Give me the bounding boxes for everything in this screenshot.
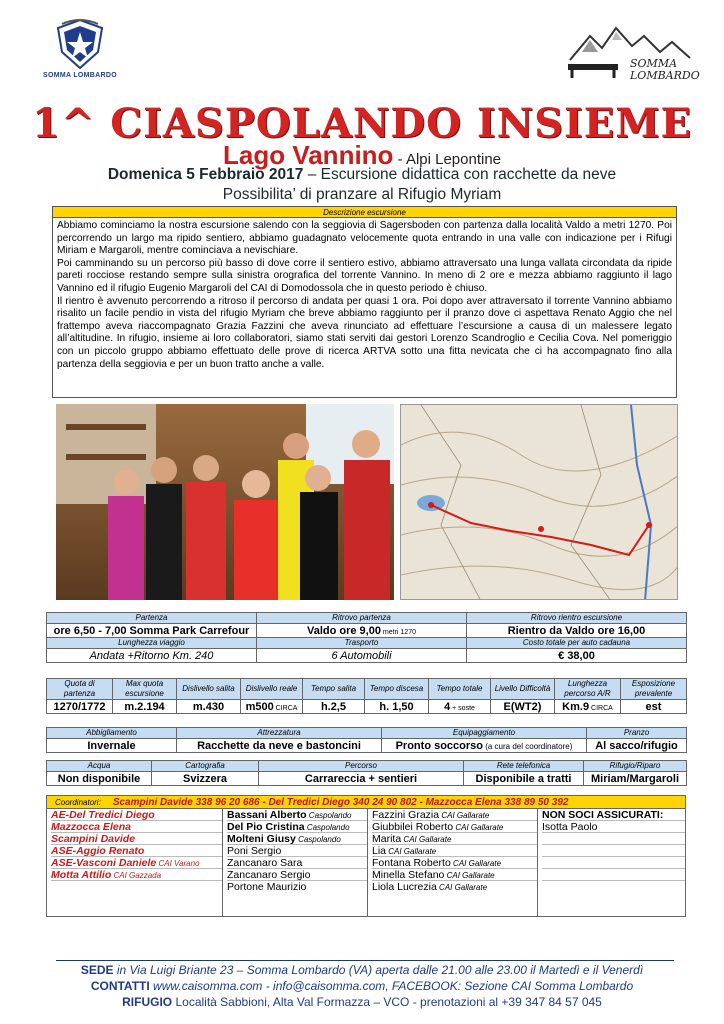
route-info-table bbox=[46, 760, 687, 786]
participants-box bbox=[46, 795, 686, 917]
place-name: Lago Vannino bbox=[222, 140, 394, 170]
header-rifugio: Rifugio/Riparo bbox=[584, 761, 687, 772]
value-livello-difficolta: E(WT2) bbox=[491, 700, 555, 714]
value-lunghezza-percorso bbox=[555, 700, 621, 714]
equipment-table bbox=[46, 727, 687, 753]
participants-column-leaders bbox=[47, 809, 223, 917]
participants-column-3 bbox=[368, 809, 538, 917]
value-cartografia: Svizzera bbox=[152, 772, 259, 786]
header-ritrovo-partenza: Ritrovo partenza bbox=[257, 613, 467, 624]
coordinators-label: Coordinatori: bbox=[55, 798, 101, 807]
page-header bbox=[0, 0, 724, 95]
header-acqua: Acqua bbox=[47, 761, 152, 772]
value-acqua: Non disponibile bbox=[47, 772, 152, 786]
participants-column-2 bbox=[223, 809, 368, 917]
value-partenza: ore 6,50 - 7,00 Somma Park Carrefour bbox=[47, 624, 257, 638]
header-rete-telefonica: Rete telefonica bbox=[464, 761, 584, 772]
participants-column-non-soci bbox=[538, 809, 685, 917]
value-quota-partenza: 1270/1772 bbox=[47, 700, 113, 714]
participant bbox=[542, 833, 685, 845]
participant: Mazzocca Elena bbox=[51, 821, 222, 833]
caspolando-logo bbox=[560, 22, 700, 88]
header-livello-difficolta: Livello Difficoltà bbox=[491, 679, 555, 700]
circa-note: CIRCA bbox=[589, 704, 613, 712]
header-equipaggiamento: Equipaggiamento bbox=[382, 728, 587, 739]
participant: Giubbilei Roberto CAI Gallarate bbox=[372, 821, 537, 833]
caspolando-logo-text: SOMMA LOMBARDO bbox=[630, 57, 700, 82]
value-trasporto: 6 Automobili bbox=[257, 649, 467, 663]
value-percorso: Carrareccia + sentieri bbox=[259, 772, 464, 786]
lunghezza-percorso-text: Km.9 bbox=[562, 700, 590, 713]
route-map bbox=[400, 404, 678, 600]
description-heading: Descrizione escursione bbox=[53, 207, 676, 218]
equipaggiamento-text: Pronto soccorso bbox=[395, 739, 483, 752]
participant: Isotta Paolo bbox=[542, 821, 685, 833]
header-percorso: Percorso bbox=[259, 761, 464, 772]
participant bbox=[542, 845, 685, 857]
participant: Zancanaro Sergio bbox=[227, 869, 367, 881]
value-rientro: Rientro da Valdo ore 16,00 bbox=[467, 624, 687, 638]
header-quota-partenza: Quota di partenza bbox=[47, 679, 113, 700]
value-ritrovo-partenza bbox=[257, 624, 467, 638]
participant: Molteni Giusy Caspolando bbox=[227, 833, 367, 845]
participant bbox=[542, 857, 685, 869]
participant: AE-Del Tredici Diego bbox=[51, 809, 222, 821]
value-tempo-totale bbox=[429, 700, 491, 714]
event-type: – Escursione didattica con racchette da neve bbox=[303, 166, 617, 183]
description-body bbox=[53, 218, 676, 371]
header-cartografia: Cartografia bbox=[152, 761, 259, 772]
participant: Fontana Roberto CAI Gallarate bbox=[372, 857, 537, 869]
participant: Bassani Alberto Caspolando bbox=[227, 809, 367, 821]
participant: Scampini Davide bbox=[51, 833, 222, 845]
footer-contatti: CONTATTI www.caisomma.com - info@caisomma.com, FACEBOOK: Sezione CAI Somma Lombardo bbox=[90, 979, 634, 993]
participant: Motta Attilio CAI Gazzada bbox=[51, 869, 222, 881]
header-costo: Costo totale per auto cadauna bbox=[467, 638, 687, 649]
group-photo bbox=[56, 404, 394, 600]
lunch-note: Possibilita’ di pranzare al Rifugio Myriam bbox=[222, 186, 502, 203]
participant: Portone Maurizio bbox=[227, 881, 307, 893]
cai-shield-icon bbox=[52, 18, 108, 70]
value-lunghezza-viaggio: Andata +Ritorno Km. 240 bbox=[47, 649, 257, 663]
participant bbox=[542, 869, 685, 881]
participant: Zancanaro Sara bbox=[227, 857, 367, 869]
value-tempo-salita: h.2,5 bbox=[303, 700, 365, 714]
participant: Poni Sergio bbox=[227, 845, 367, 857]
value-esposizione: est bbox=[621, 700, 687, 714]
participant: Liola Lucrezia CAI Gallarate bbox=[372, 881, 488, 893]
value-rifugio: Miriam/Margaroli bbox=[584, 772, 687, 786]
ritrovo-text: Valdo ore 9,00 bbox=[306, 624, 381, 637]
participant: ASE-Vasconi Daniele CAI Varano bbox=[51, 857, 222, 869]
value-costo: € 38,00 bbox=[467, 649, 687, 663]
dislivello-reale-text: m500 bbox=[245, 700, 274, 713]
header-ritrovo-rientro: Ritrovo rientro escursione bbox=[467, 613, 687, 624]
participants-grid bbox=[47, 809, 685, 917]
header-lunghezza-percorso: Lunghezza percorso A/R bbox=[555, 679, 621, 700]
description-box bbox=[52, 206, 677, 398]
cai-logo bbox=[40, 18, 120, 88]
description-paragraph: Poi camminando su un percorso più basso di dove corre il sentiero estivo, abbiamo attraversato una lunga vallata circondata da ripide pareti rocciose restando sempre sulla sinistra orografica del torrente Vannino. In meno di 2 ore e mezza abbiamo raggiunto il lago Vannino ed il rifugio Eugenio Margaroli del CAI di Domodossola che in questo periodo è chiuso. bbox=[57, 257, 672, 294]
region-name: - Alpi Lepontine bbox=[393, 151, 502, 168]
page-footer bbox=[0, 962, 724, 1010]
page-title: 1^ CIASPOLANDO INSIEME bbox=[32, 100, 692, 147]
ritrovo-altitude: metri 1270 bbox=[380, 628, 416, 636]
participant: Minella Stefano CAI Gallarate bbox=[372, 869, 537, 881]
participant bbox=[542, 881, 685, 893]
participant: Del Pio Cristina Caspolando bbox=[227, 821, 367, 833]
value-abbigliamento: Invernale bbox=[47, 739, 177, 753]
header-tempo-discesa: Tempo discesa bbox=[365, 679, 429, 700]
value-pranzo: Al sacco/rifugio bbox=[587, 739, 687, 753]
header-esposizione: Esposizione prevalente bbox=[621, 679, 687, 700]
participant: Marita CAI Gallarate bbox=[372, 833, 537, 845]
participant bbox=[51, 881, 222, 893]
header-trasporto: Trasporto bbox=[257, 638, 467, 649]
participant: Lia CAI Gallarate bbox=[372, 845, 537, 857]
cai-logo-label: SOMMA LOMBARDO bbox=[43, 72, 117, 79]
value-dislivello-reale bbox=[241, 700, 303, 714]
description-paragraph: Abbiamo cominciamo la nostra escursione salendo con la seggiovia di Sagersboden con partenza dalla località Valdo a metri 1270. Poi percorrendo un largo ma ripido sentiero, abbiamo guadagnato velocemente quota entrando in una valle con indicazione per i Rifugi Miriam e Margaroli, mentre cominciava a nevischiare. bbox=[57, 220, 672, 257]
coordinators-header bbox=[47, 796, 685, 809]
header-lunghezza-viaggio: Lunghezza viaggio bbox=[47, 638, 257, 649]
participant: Fazzini Grazia CAI Gallarate bbox=[372, 809, 537, 821]
value-max-quota: m.2.194 bbox=[113, 700, 177, 714]
soste-note: + soste bbox=[450, 704, 475, 712]
technical-table bbox=[46, 678, 687, 714]
circa-note: CIRCA bbox=[273, 704, 298, 712]
participant: ASE-Aggio Renato bbox=[51, 845, 222, 857]
header-max-quota: Max quota escursione bbox=[113, 679, 177, 700]
event-date: Domenica 5 Febbraio 2017 bbox=[107, 166, 304, 183]
coordinator-note: (a cura del coordinatore) bbox=[483, 741, 573, 751]
logistics-table bbox=[46, 612, 687, 663]
header-dislivello-reale: Dislivello reale bbox=[241, 679, 303, 700]
value-attrezzatura: Racchette da neve e bastoncini bbox=[177, 739, 382, 753]
footer-sede: SEDE in Via Luigi Briante 23 – Somma Lombardo (VA) aperta dalle 21.00 alle 23.00 il Martedì e il Venerdì bbox=[80, 963, 644, 977]
footer-divider bbox=[56, 960, 674, 961]
tempo-totale-text: 4 bbox=[444, 700, 451, 713]
date-line bbox=[0, 166, 724, 184]
header-dislivello-salita: Dislivello salita bbox=[177, 679, 241, 700]
description-paragraph: Il rientro è avvenuto percorrendo a ritroso il percorso di andata per quasi 1 ora. Poi dopo aver attraversato il torrente Vannino abbiamo risalito un facile pendio in vista del rifugio Myriam che breve abbiamo raggiunto per il pranzo dove ci aspettava Renato Aggio che nel frattempo aveva riaccompagnato Grazia Fazzini che aveva rinunciato ad effettuare l’escursione a causa di un malessere legato all’altitudine. In rifugio, insieme ai loro collaboratori, siamo stati serviti dai gestori Lorenzo Scandroglio e Cecilia Cova. Nel pomeriggio con un piccolo gruppo abbiamo effettuato delle prove di ricerca ARTVA sotto una fitta nevicata che ci ha accompagnato fino alla partenza della seggiovia e per un buon tratto anche a valle. bbox=[57, 295, 672, 370]
footer-rifugio: RIFUGIO Località Sabbioni, Alta Val Formazza – VCO - prenotazioni al +39 347 84 57 045 bbox=[122, 995, 602, 1009]
value-rete-telefonica: Disponibile a tratti bbox=[464, 772, 584, 786]
header-abbigliamento: Abbigliamento bbox=[47, 728, 177, 739]
header-tempo-salita: Tempo salita bbox=[303, 679, 365, 700]
value-tempo-discesa: h. 1,50 bbox=[365, 700, 429, 714]
value-equipaggiamento bbox=[382, 739, 587, 753]
participant: NON SOCI ASSICURATI: bbox=[542, 809, 685, 821]
header-attrezzatura: Attrezzatura bbox=[177, 728, 382, 739]
header-tempo-totale: Tempo totale bbox=[429, 679, 491, 700]
value-dislivello-salita: m.430 bbox=[177, 700, 241, 714]
header-pranzo: Pranzo bbox=[587, 728, 687, 739]
header-partenza: Partenza bbox=[47, 613, 257, 624]
coordinators-names: Scampini Davide 338 96 20 686 - Del Tredici Diego 340 24 90 802 - Mazzocca Elena 338 89 50 392 bbox=[112, 797, 569, 808]
